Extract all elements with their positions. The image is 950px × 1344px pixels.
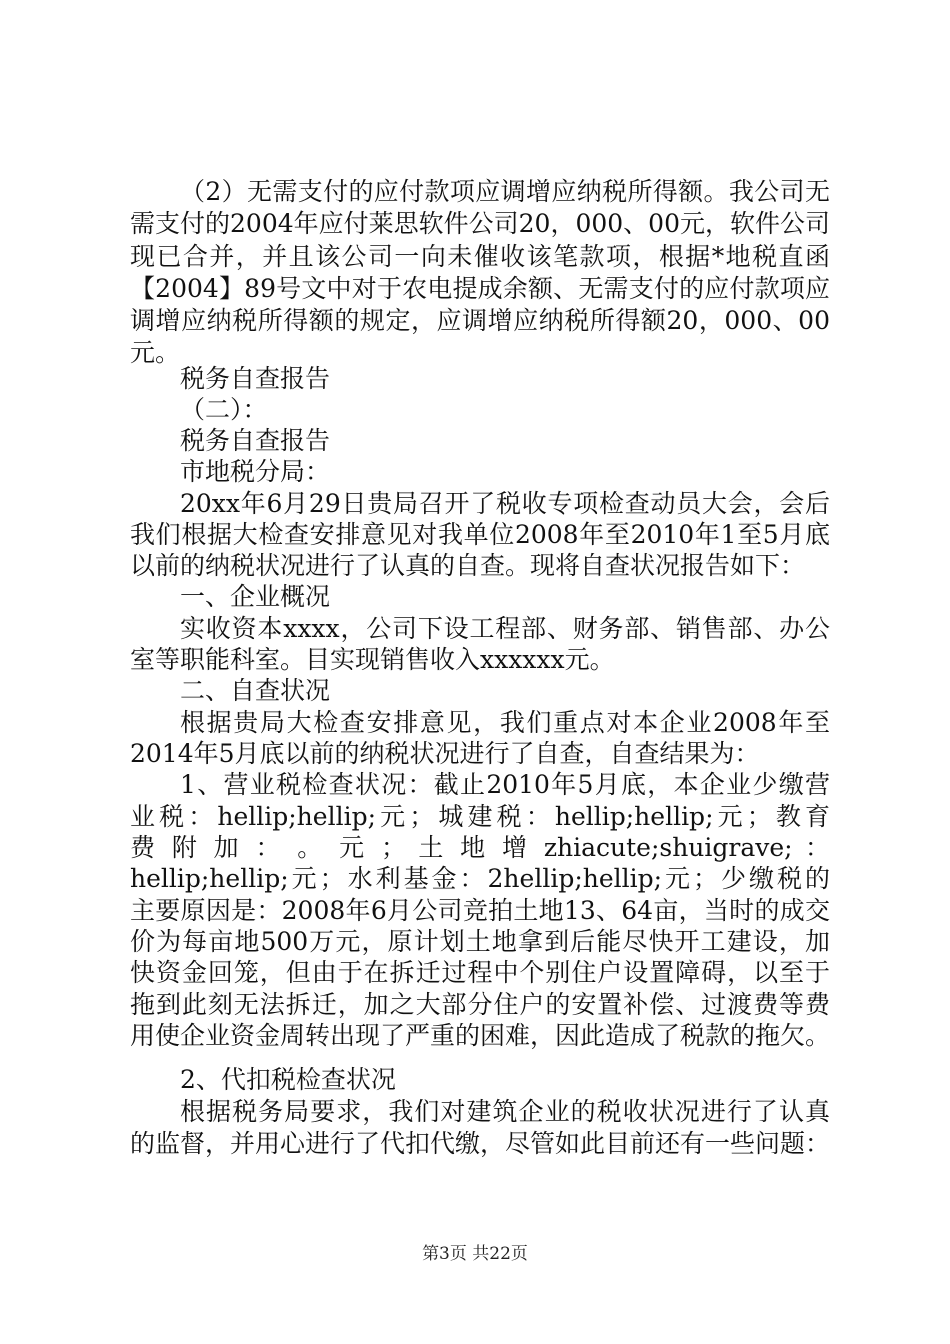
- paragraph-line: 业税：hellip;hellip;元；城建税：hellip;hellip;元；教育: [130, 802, 830, 831]
- paragraph-line: hellip;hellip;元；水利基金：2hellip;hellip;元；少缴税的: [130, 864, 830, 893]
- paragraph-line: 1、营业税检查状况：截止2010年5月底，本企业少缴营: [180, 770, 830, 799]
- paragraph-line: 【2004】89号文中对于农电提成余额、无需支付的应付款项应: [130, 274, 830, 303]
- paragraph-line: 2014年5月底以前的纳税状况进行了自查，自查结果为：: [130, 739, 760, 768]
- paragraph-line: 拖到此刻无法拆迁，加之大部分住户的安置补偿、过渡费等费: [130, 990, 830, 1019]
- paragraph-line: 根据贵局大检查安排意见，我们重点对本企业2008年至: [180, 708, 830, 737]
- section-heading: 二、自查状况: [180, 676, 331, 705]
- paragraph-line: 费 附 加 ： 。 元 ； 土 地 增 zhiacute;shuigrave; ：: [130, 833, 830, 862]
- section-heading: 税务自查报告: [180, 364, 331, 393]
- paragraph-line: 以前的纳税状况进行了认真的自查。现将自查状况报告如下：: [130, 551, 806, 580]
- paragraph-line: 根据税务局要求，我们对建筑企业的税收状况进行了认真: [180, 1097, 830, 1126]
- paragraph-line: 室等职能科室。目实现销售收入xxxxxx元。: [130, 645, 615, 674]
- paragraph-line: 的监督，并用心进行了代扣代缴，尽管如此目前还有一些问题：: [130, 1129, 830, 1158]
- paragraph-line: 实收资本xxxx，公司下设工程部、财务部、销售部、办公: [180, 614, 830, 643]
- paragraph-line: 需支付的2004年应付莱思软件公司20，000、00元，软件公司: [130, 209, 830, 238]
- paragraph-line: 我们根据大检查安排意见对我单位2008年至2010年1至5月底: [130, 520, 830, 549]
- paragraph-line: （2）无需支付的应付款项应调增应纳税所得额。我公司无: [180, 177, 830, 206]
- paragraph-line: 主要原因是：2008年6月公司竞拍土地13、64亩，当时的成交: [130, 896, 830, 925]
- section-heading: 一、企业概况: [180, 582, 331, 611]
- paragraph-line: 元。: [130, 338, 181, 367]
- paragraph-line: 用使企业资金周转出现了严重的困难，因此造成了税款的拖欠。: [130, 1021, 830, 1050]
- section-heading: 税务自查报告: [180, 426, 331, 455]
- paragraph-line: 20xx年6月29日贵局召开了税收专项检查动员大会，会后: [180, 489, 830, 518]
- page-number: 第3页 共22页: [422, 1244, 528, 1264]
- section-heading: （二）：: [180, 395, 268, 424]
- paragraph-line: 价为每亩地500万元，原计划土地拿到后能尽快开工建设，加: [130, 927, 830, 956]
- paragraph-line: 调增应纳税所得额的规定，应调增应纳税所得额20，000、00: [130, 306, 830, 335]
- paragraph-line: 现已合并，并且该公司一向未催收该笔款项，根据*地税直函: [130, 242, 830, 271]
- section-heading: 2、代扣税检查状况: [180, 1065, 396, 1094]
- salutation: 市地税分局：: [180, 457, 331, 486]
- paragraph-line: 快资金回笼，但由于在拆迁过程中个别住户设置障碍，以至于: [130, 958, 830, 987]
